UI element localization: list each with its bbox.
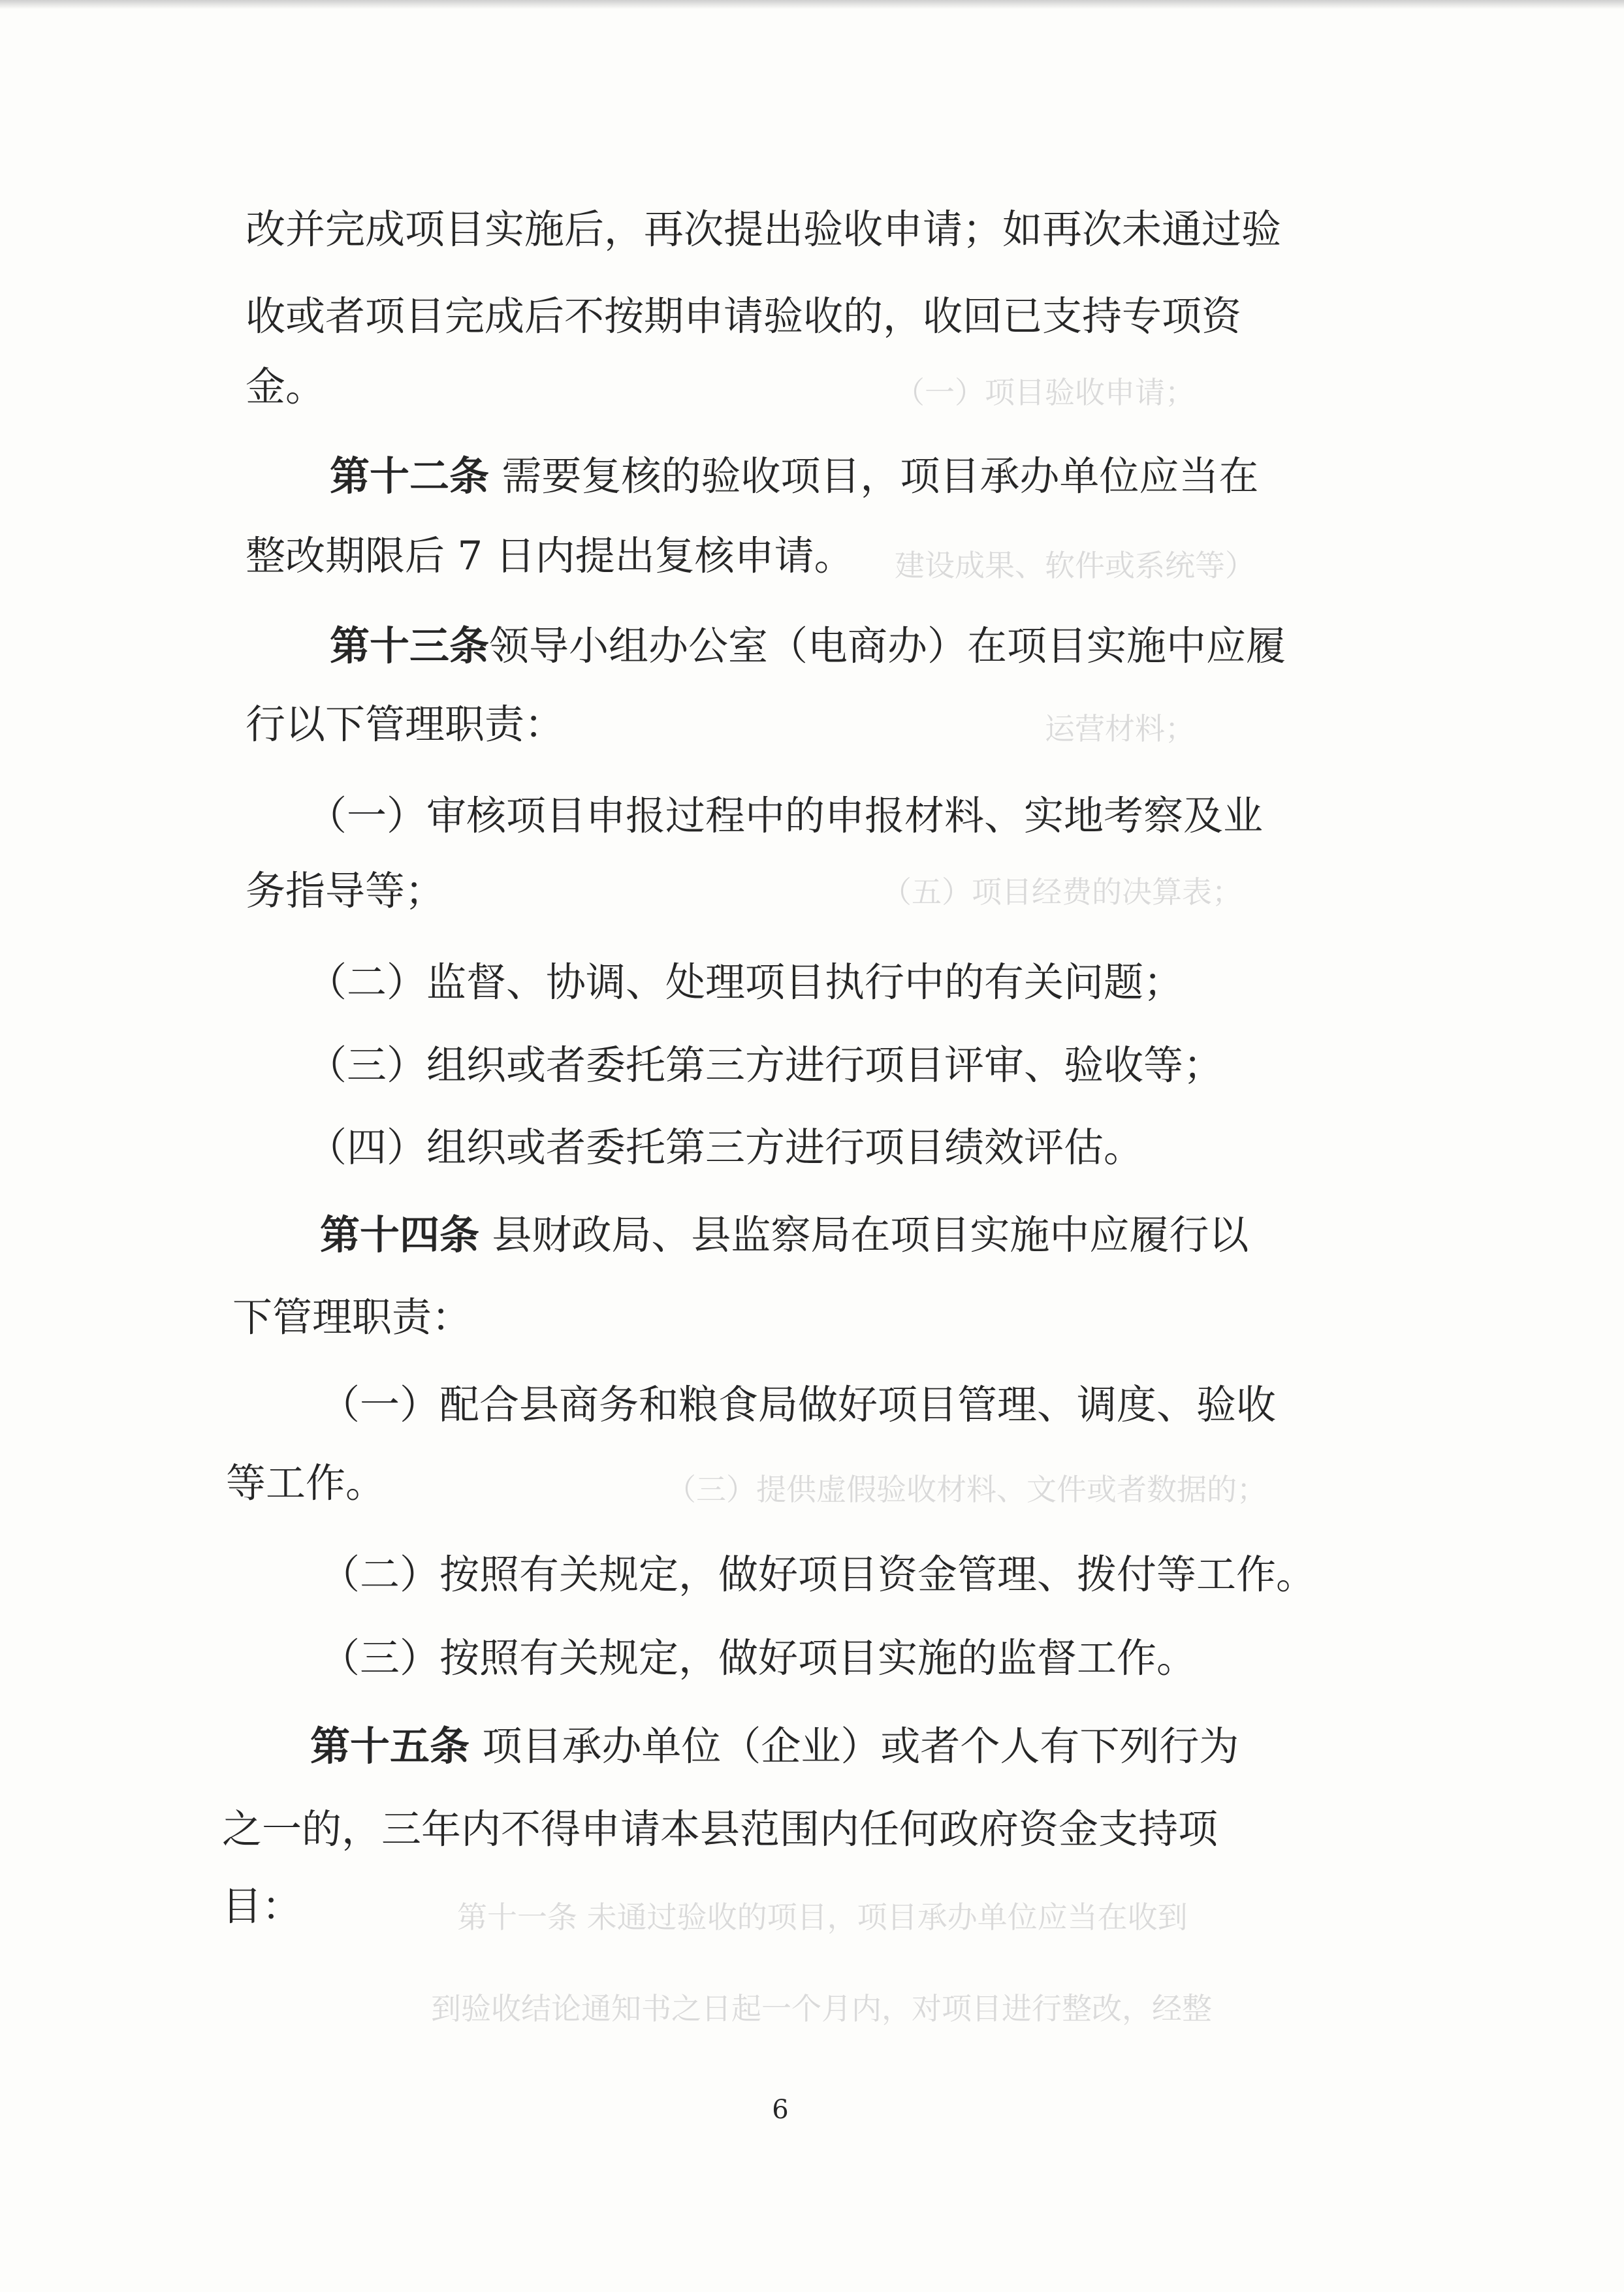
list-item: （一）审核项目申报过程中的申报材料、实地考察及业 xyxy=(307,793,1264,839)
article-text: 需要复核的验收项目，项目承办单位应当在 xyxy=(489,453,1259,500)
scan-top-edge xyxy=(0,0,1624,9)
body-line: 目： xyxy=(222,1883,302,1930)
body-line: 务指导等； xyxy=(246,868,445,914)
article-15-line xyxy=(310,1721,1239,1773)
bleed-through-text: （五）项目经费的决算表； xyxy=(882,874,1242,910)
list-item: （三）按照有关规定，做好项目实施的监督工作。 xyxy=(320,1635,1197,1681)
list-item: （四）组织或者委托第三方进行项目绩效评估。 xyxy=(307,1124,1144,1171)
article-text: 领导小组办公室（电商办）在项目实施中应履 xyxy=(489,623,1286,669)
list-item: （二）按照有关规定，做好项目资金管理、拨付等工作。 xyxy=(320,1552,1316,1598)
article-heading: 第十二条 xyxy=(330,453,490,500)
article-text: 项目承办单位（企业）或者个人有下列行为 xyxy=(470,1723,1239,1770)
article-text: 县财政局、县监察局在项目实施中应履行以 xyxy=(479,1212,1249,1258)
bleed-through-text: （三）提供虚假验收材料、文件或者数据的； xyxy=(666,1472,1267,1507)
article-heading: 第十三条 xyxy=(330,623,490,669)
article-12-line xyxy=(330,451,1258,503)
body-line: 收或者项目完成后不按期申请验收的，收回已支持专项资 xyxy=(246,293,1242,340)
body-line: 行以下管理职责： xyxy=(246,701,565,748)
article-14-line xyxy=(320,1209,1249,1262)
article-13-line xyxy=(330,620,1286,673)
list-item: （一）配合县商务和粮食局做好项目管理、调度、验收 xyxy=(320,1382,1277,1428)
list-item: （三）组织或者委托第三方进行项目评审、验收等； xyxy=(307,1042,1224,1089)
body-line: 等工作。 xyxy=(226,1460,386,1506)
bleed-through-text: 建设成果、软件或系统等） xyxy=(895,548,1255,583)
body-line: 改并完成项目实施后，再次提出验收申请；如再次未通过验 xyxy=(246,206,1282,253)
body-line: 金。 xyxy=(246,364,326,410)
bleed-through-text: （一）项目验收申请； xyxy=(895,375,1195,410)
body-line: 下管理职责： xyxy=(232,1294,472,1341)
article-heading: 第十五条 xyxy=(310,1723,470,1770)
bleed-through-text: 第十一条 未通过验收的项目，项目承办单位应当在收到 xyxy=(457,1900,1188,1935)
bleed-through-text: 到验收结论通知书之日起一个月内，对项目进行整改，经整 xyxy=(431,1991,1212,2026)
article-heading: 第十四条 xyxy=(320,1212,480,1258)
body-line: 整改期限后 7 日内提出复核申请。 xyxy=(246,533,854,579)
body-line: 之一的，三年内不得申请本县范围内任何政府资金支持项 xyxy=(222,1806,1218,1853)
bleed-through-text: 运营材料； xyxy=(1045,711,1195,746)
list-item: （二）监督、协调、处理项目执行中的有关问题； xyxy=(307,959,1184,1006)
page-number: 6 xyxy=(772,2095,789,2125)
